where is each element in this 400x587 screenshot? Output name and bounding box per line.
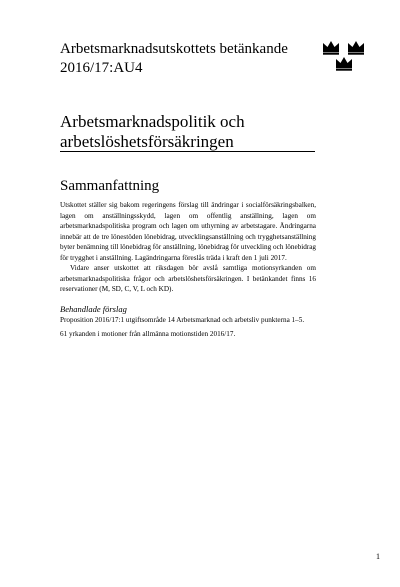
report-header (60, 40, 290, 78)
three-crowns-icon (320, 38, 370, 72)
committee-name: Arbetsmarknadsutskottets betänkande (60, 41, 288, 57)
report-id: 2016/17:AU4 (60, 60, 143, 76)
page-number: 1 (376, 552, 380, 561)
proposals-heading: Behandlade förslag (60, 303, 127, 314)
proposal-item-1: Proposition 2016/17:1 utgiftsområde 14 Arbetsmarknad och arbetsliv punkterna 1–5. (60, 315, 305, 324)
summary-paragraph-2: Vidare anser utskottet att riksdagen bör avslå samtliga motionsyrkanden om arbetsmarknadspolitiska frågor och arbetslöshetsförsäkringen. I betänkandet finns 16 reservationer (M, SD, C, V, L och KD). (60, 264, 316, 293)
summary-body (60, 200, 316, 340)
document-title: Arbetsmarknadspolitik och arbetslöshetsförsäkringen (60, 112, 245, 151)
summary-paragraph-1: Utskottet ställer sig bakom regeringens förslag till ändringar i socialförsäkringsbalken, lagen om anställningsskydd, lagen om offentlig anställning, lagen om arbetsmarknadspolitiska program och lagen om uthyrning av arbetstagare. Ändringarna innebär att de tre lönestöden lönebidrag, utvecklingsanställning och trygghetsanställning byter benämning till lönebidrag för anställning, lönebidrag för utveckling och lönebidrag för trygghet i anställning. Lagändringarna föreslås träda i kraft den 1 juli 2017. (60, 201, 316, 262)
title-divider (60, 151, 315, 152)
proposal-item-2: 61 yrkanden i motioner från allmänna motionstiden 2016/17. (60, 330, 236, 338)
summary-heading: Sammanfattning (60, 178, 160, 194)
